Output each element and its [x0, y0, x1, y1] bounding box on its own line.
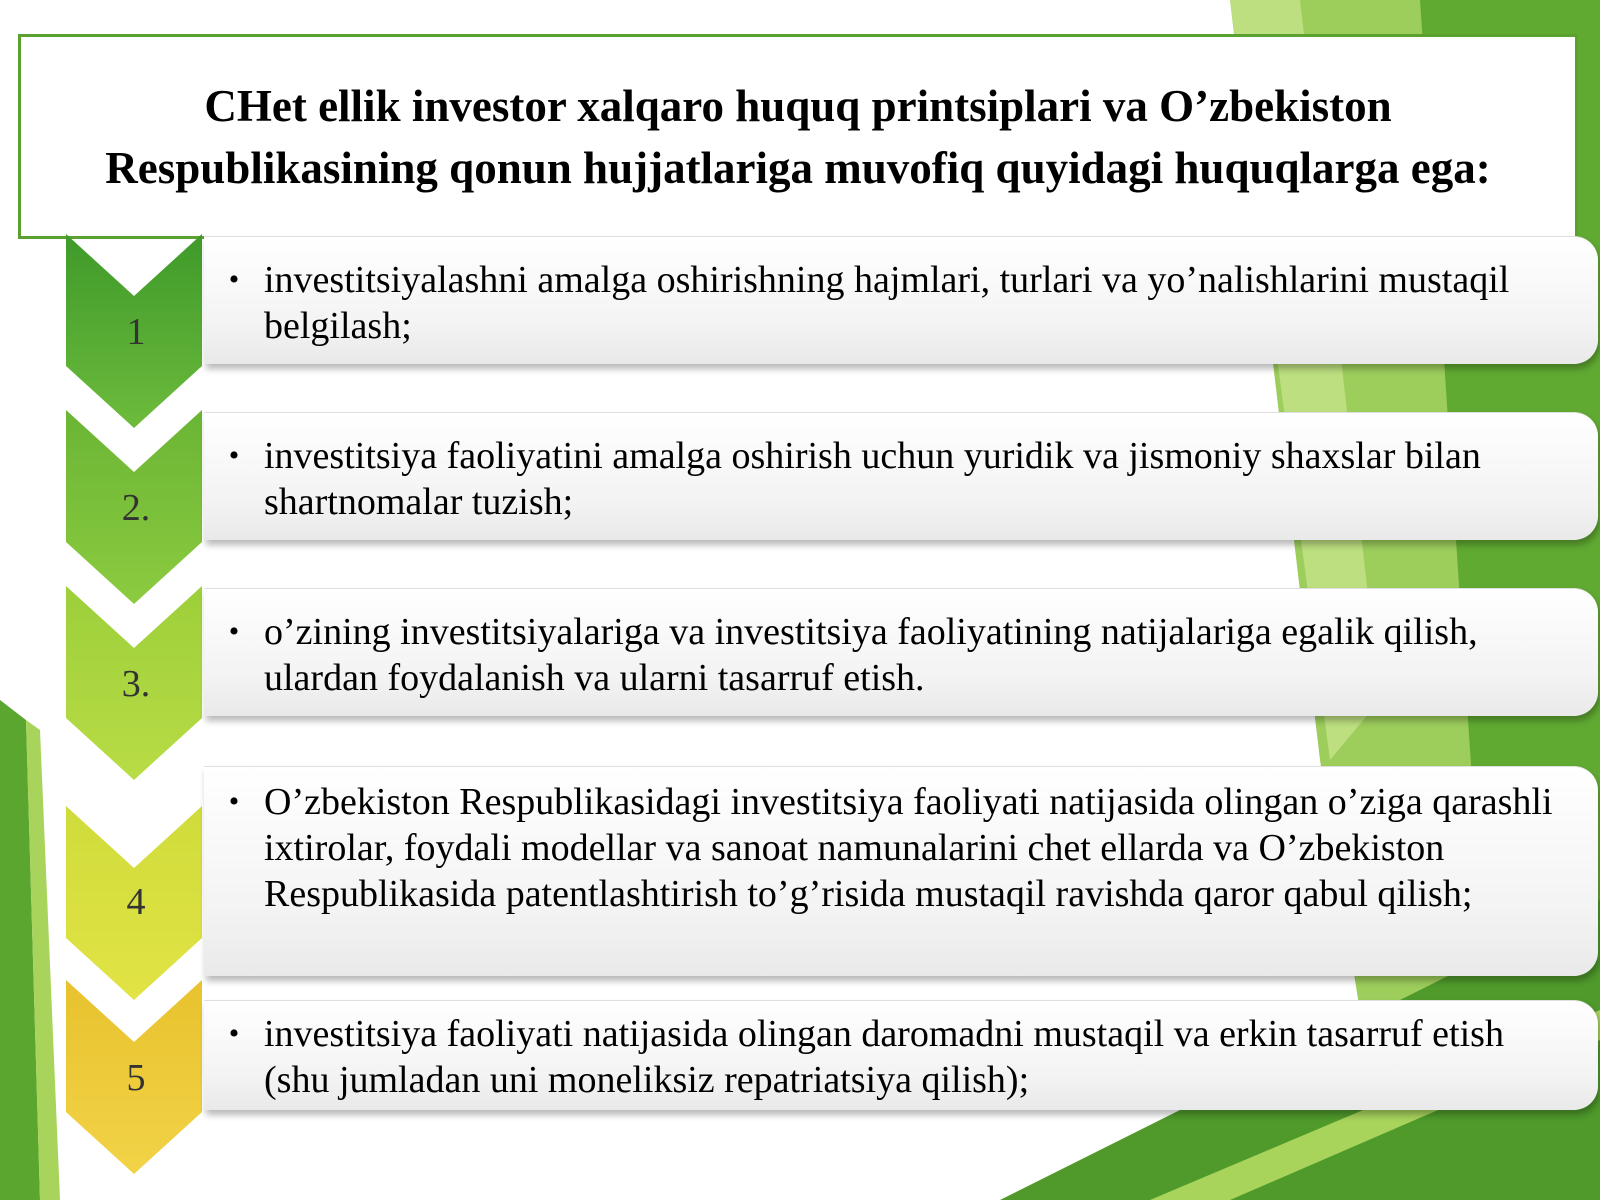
item-card-4	[204, 766, 1598, 976]
bullet-2: •	[228, 439, 240, 472]
title-box	[18, 34, 1578, 239]
item-card-1	[204, 236, 1598, 364]
list-item-5	[0, 980, 1600, 1180]
item-number-1: 1	[126, 311, 146, 353]
item-number-3: 3.	[121, 663, 151, 705]
item-card-2	[204, 412, 1598, 540]
item-number-5: 5	[126, 1057, 146, 1099]
slide-title: CHet ellik investor xalqaro huquq printsiplari va O’zbekiston Respublikasining qonun hujjatlariga muvofiq quyidagi huquqlarga ega:	[105, 80, 1491, 193]
list-item-1	[0, 234, 1600, 434]
bullet-1: •	[228, 263, 240, 296]
item-text-1: investitsiyalashni amalga oshirishning hajmlari, turlari va yo’nalishlarini mustaqil belgilash;	[264, 259, 1510, 347]
item-text-3: o’zining investitsiyalariga va investitsiya faoliyatining natijalariga egalik qilish, ulardan foydalanish va ularni tasarruf etish.	[264, 611, 1478, 699]
item-text-4: O’zbekiston Respublikasidagi investitsiya faoliyati natijasida olingan o’ziga qarashli ixtirolar, foydali modellar va sanoat namunalarini chet ellarda va O’zbekiston Respublikasida patentlashtirish to’g’risida mustaqil ravishda qaror qabul qilish;	[264, 781, 1553, 915]
bullet-5: •	[228, 1017, 240, 1050]
list-item-2	[0, 410, 1600, 610]
item-number-4: 4	[126, 881, 146, 923]
item-number-2: 2.	[121, 487, 151, 529]
item-card-3	[204, 588, 1598, 716]
list-item-3	[0, 586, 1600, 786]
item-card-5	[204, 1000, 1598, 1110]
bullet-4: •	[228, 785, 240, 818]
item-text-2: investitsiya faoliyatini amalga oshirish uchun yuridik va jismoniy shaxslar bilan shartnomalar tuzish;	[264, 435, 1481, 523]
item-text-5: investitsiya faoliyati natijasida olingan daromadni mustaqil va erkin tasarruf etish (shu jumladan uni moneliksiz repatriatsiya qilish);	[264, 1013, 1504, 1101]
list-item-4	[0, 762, 1600, 1002]
bullet-3: •	[228, 615, 240, 648]
